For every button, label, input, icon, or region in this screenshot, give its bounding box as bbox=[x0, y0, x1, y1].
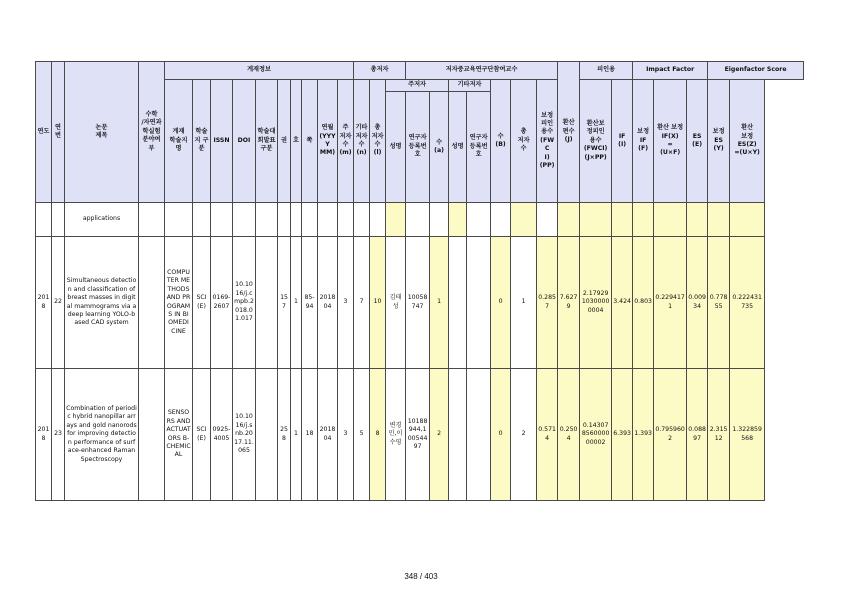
header-participating-group: 저자중교육연구단참여교수 bbox=[406, 62, 558, 80]
header-converted-fwci: 환산보 정피인 용수 (FWCI) (J×PP) bbox=[580, 80, 612, 203]
header-pub-info: 게재정보 bbox=[165, 62, 354, 80]
header-corrected-es: 보정 ES (Y) bbox=[708, 80, 730, 203]
cell-main-reg: 10058747 bbox=[406, 237, 430, 369]
header-converted-if: 환산 보정 IF(X) = (U×F) bbox=[654, 80, 687, 203]
header-main-name: 성명 bbox=[386, 92, 406, 203]
header-volume: 권 bbox=[278, 80, 291, 203]
cell-yymm: 201804 bbox=[318, 237, 338, 369]
cell-conv-if: 0.7959602 bbox=[654, 369, 687, 501]
cell-a: 2 bbox=[430, 369, 449, 501]
header-main-author-sub: 주저자 bbox=[386, 80, 449, 92]
cell-volume: 157 bbox=[278, 237, 291, 369]
cell-conv-es: 1.322859568 bbox=[730, 369, 765, 501]
cell-main-name: 변경민,이수영 bbox=[386, 369, 406, 501]
cell-b: 0 bbox=[491, 237, 511, 369]
header-yymm: 연월 (YYYY MM) bbox=[318, 80, 338, 203]
header-issue: 호 bbox=[291, 80, 302, 203]
cell-l: 8 bbox=[370, 369, 386, 501]
cell-l: 10 bbox=[370, 237, 386, 369]
header-total-authors: 총 저자 수 (l) bbox=[370, 80, 386, 203]
table-row bbox=[36, 203, 804, 237]
cell-J: 0.5714 bbox=[537, 369, 558, 501]
cell-pages: 18 bbox=[302, 369, 318, 501]
cell-conv-fwci: 0.14307856000000002 bbox=[580, 369, 612, 501]
cell-doi: 10.1016/j.snb.2017.11.065 bbox=[233, 369, 256, 501]
cell-yymm: 201804 bbox=[318, 369, 338, 501]
header-doi: DOI bbox=[233, 80, 256, 203]
cell-issue: 1 bbox=[291, 369, 302, 501]
cell-corr-es: 2.31512 bbox=[708, 369, 730, 501]
cell-b: 0 bbox=[491, 369, 511, 501]
header-seq: 연번 bbox=[52, 62, 65, 203]
header-main-reg: 연구자 등록번 호 bbox=[406, 92, 430, 203]
header-corrected-if: 보정 IF (F) bbox=[633, 80, 654, 203]
cell-volume: 258 bbox=[278, 369, 291, 501]
cell-pages: 85-94 bbox=[302, 237, 318, 369]
header-field: 수학 /자연과 학실험 분야여 부 bbox=[139, 62, 165, 203]
header-if-group: Impact Factor bbox=[633, 62, 708, 80]
cell-issn: 0925-4005 bbox=[211, 369, 233, 501]
cell-a: 1 bbox=[430, 237, 449, 369]
cell-conv-fwci: 2.1792910300000004 bbox=[580, 237, 612, 369]
cell-fwci: 0.2504 bbox=[558, 369, 580, 501]
header-year: 연도 bbox=[36, 62, 52, 203]
cell-m: 3 bbox=[338, 369, 354, 501]
header-issn: ISSN bbox=[211, 80, 233, 203]
cell-journal-class: SCI(E) bbox=[193, 237, 211, 369]
header-if: IF (I) bbox=[612, 80, 633, 203]
cell-n: 5 bbox=[354, 369, 370, 501]
header-title: 논문 제목 bbox=[65, 62, 139, 203]
cell-issn: 0169-2607 bbox=[211, 237, 233, 369]
header-pub-type: 학술대 회발표 구분 bbox=[256, 80, 278, 203]
header-other-reg: 연구자 등록번 호 bbox=[467, 92, 491, 203]
cell-fwci: 7.6279 bbox=[558, 237, 580, 369]
paper-title: Simultaneous detection and classification of breast masses in digital mammograms via a deep learning YOLO-based CAD system bbox=[65, 237, 139, 369]
cell-journal-class: SCI(E) bbox=[193, 369, 211, 501]
cell-corr-es: 0.77855 bbox=[708, 237, 730, 369]
cell-if: 6.393 bbox=[612, 369, 633, 501]
cell-field bbox=[139, 237, 165, 369]
header-main-authors: 주 저자 수 (m) bbox=[338, 80, 354, 203]
cell-other-reg bbox=[467, 237, 491, 369]
header-converted-es: 환산 보정 ES(Z) =(U×Y) bbox=[730, 80, 765, 203]
cell-n: 7 bbox=[354, 237, 370, 369]
cell-total: 1 bbox=[511, 237, 537, 369]
cell-journal: COMPUTER METHODS AND PROGRAMS IN BIOMEDICINE bbox=[165, 237, 193, 369]
header-total-authors-group: 총저자 bbox=[354, 62, 406, 80]
header-count-b: 수 (B) bbox=[491, 80, 511, 203]
cell-doi: 10.1016/j.cmpb.2018.01.017 bbox=[233, 237, 256, 369]
header-other-authors: 기타 저자 수 (n) bbox=[354, 80, 370, 203]
header-es-group: Eigenfactor Score bbox=[708, 62, 804, 80]
cell-field bbox=[139, 369, 165, 501]
cell-conv-es: 0.222431735 bbox=[730, 237, 765, 369]
cell-es: 0.00934 bbox=[687, 237, 708, 369]
table-row bbox=[36, 237, 804, 369]
table-row bbox=[36, 369, 804, 501]
cell-other-name bbox=[449, 369, 467, 501]
cell-year: 2018 bbox=[36, 237, 52, 369]
header-journal-class: 학술 지 구 분 bbox=[193, 80, 211, 203]
cell-year: 2018 bbox=[36, 369, 52, 501]
cell-other-reg bbox=[467, 369, 491, 501]
cell-issue: 1 bbox=[291, 237, 302, 369]
cell-total: 2 bbox=[511, 369, 537, 501]
cell-if: 3.424 bbox=[612, 237, 633, 369]
cell-corr-if: 1.393 bbox=[633, 369, 654, 501]
cell-other-name bbox=[449, 237, 467, 369]
cell-main-name: 김태성 bbox=[386, 237, 406, 369]
cell-seq: 22 bbox=[52, 237, 65, 369]
cell-pub-type bbox=[256, 237, 278, 369]
cell-conv-if: 0.2294171 bbox=[654, 237, 687, 369]
cell-m: 3 bbox=[338, 237, 354, 369]
publication-table bbox=[35, 61, 804, 501]
cell-corr-if: 0.803 bbox=[633, 237, 654, 369]
paper-title: applications bbox=[65, 203, 139, 237]
header-journal-name: 게재 학술지 명 bbox=[165, 80, 193, 203]
header-other-author-sub: 기타저자 bbox=[449, 80, 491, 92]
header-total-participating: 총 저자 수 bbox=[511, 80, 537, 203]
header-pages: 쪽 bbox=[302, 80, 318, 203]
cell-es: 0.08897 bbox=[687, 369, 708, 501]
header-converted-count: 환산 편수 (J) bbox=[558, 62, 580, 203]
paper-title: Combination of periodic hybrid nanopillar arrays and gold nanorods for improving detection performance of surface-enhanced Raman Spectroscopy bbox=[65, 369, 139, 501]
cell-J: 0.2857 bbox=[537, 237, 558, 369]
cell-journal: SENSORS AND ACTUATORS B-CHEMICAL bbox=[165, 369, 193, 501]
cell-seq: 23 bbox=[52, 369, 65, 501]
cell-pub-type bbox=[256, 369, 278, 501]
header-count-a: 수 (a) bbox=[430, 92, 449, 203]
header-citation-group: 피인용 bbox=[580, 62, 633, 80]
header-fwci: 보정 피인 용수 (FWC I) (PP) bbox=[537, 80, 558, 203]
cell-main-reg: 10188944,10054497 bbox=[406, 369, 430, 501]
header-other-name: 성명 bbox=[449, 92, 467, 203]
header-es: ES (E) bbox=[687, 80, 708, 203]
page-number: 348 / 403 bbox=[404, 572, 438, 581]
